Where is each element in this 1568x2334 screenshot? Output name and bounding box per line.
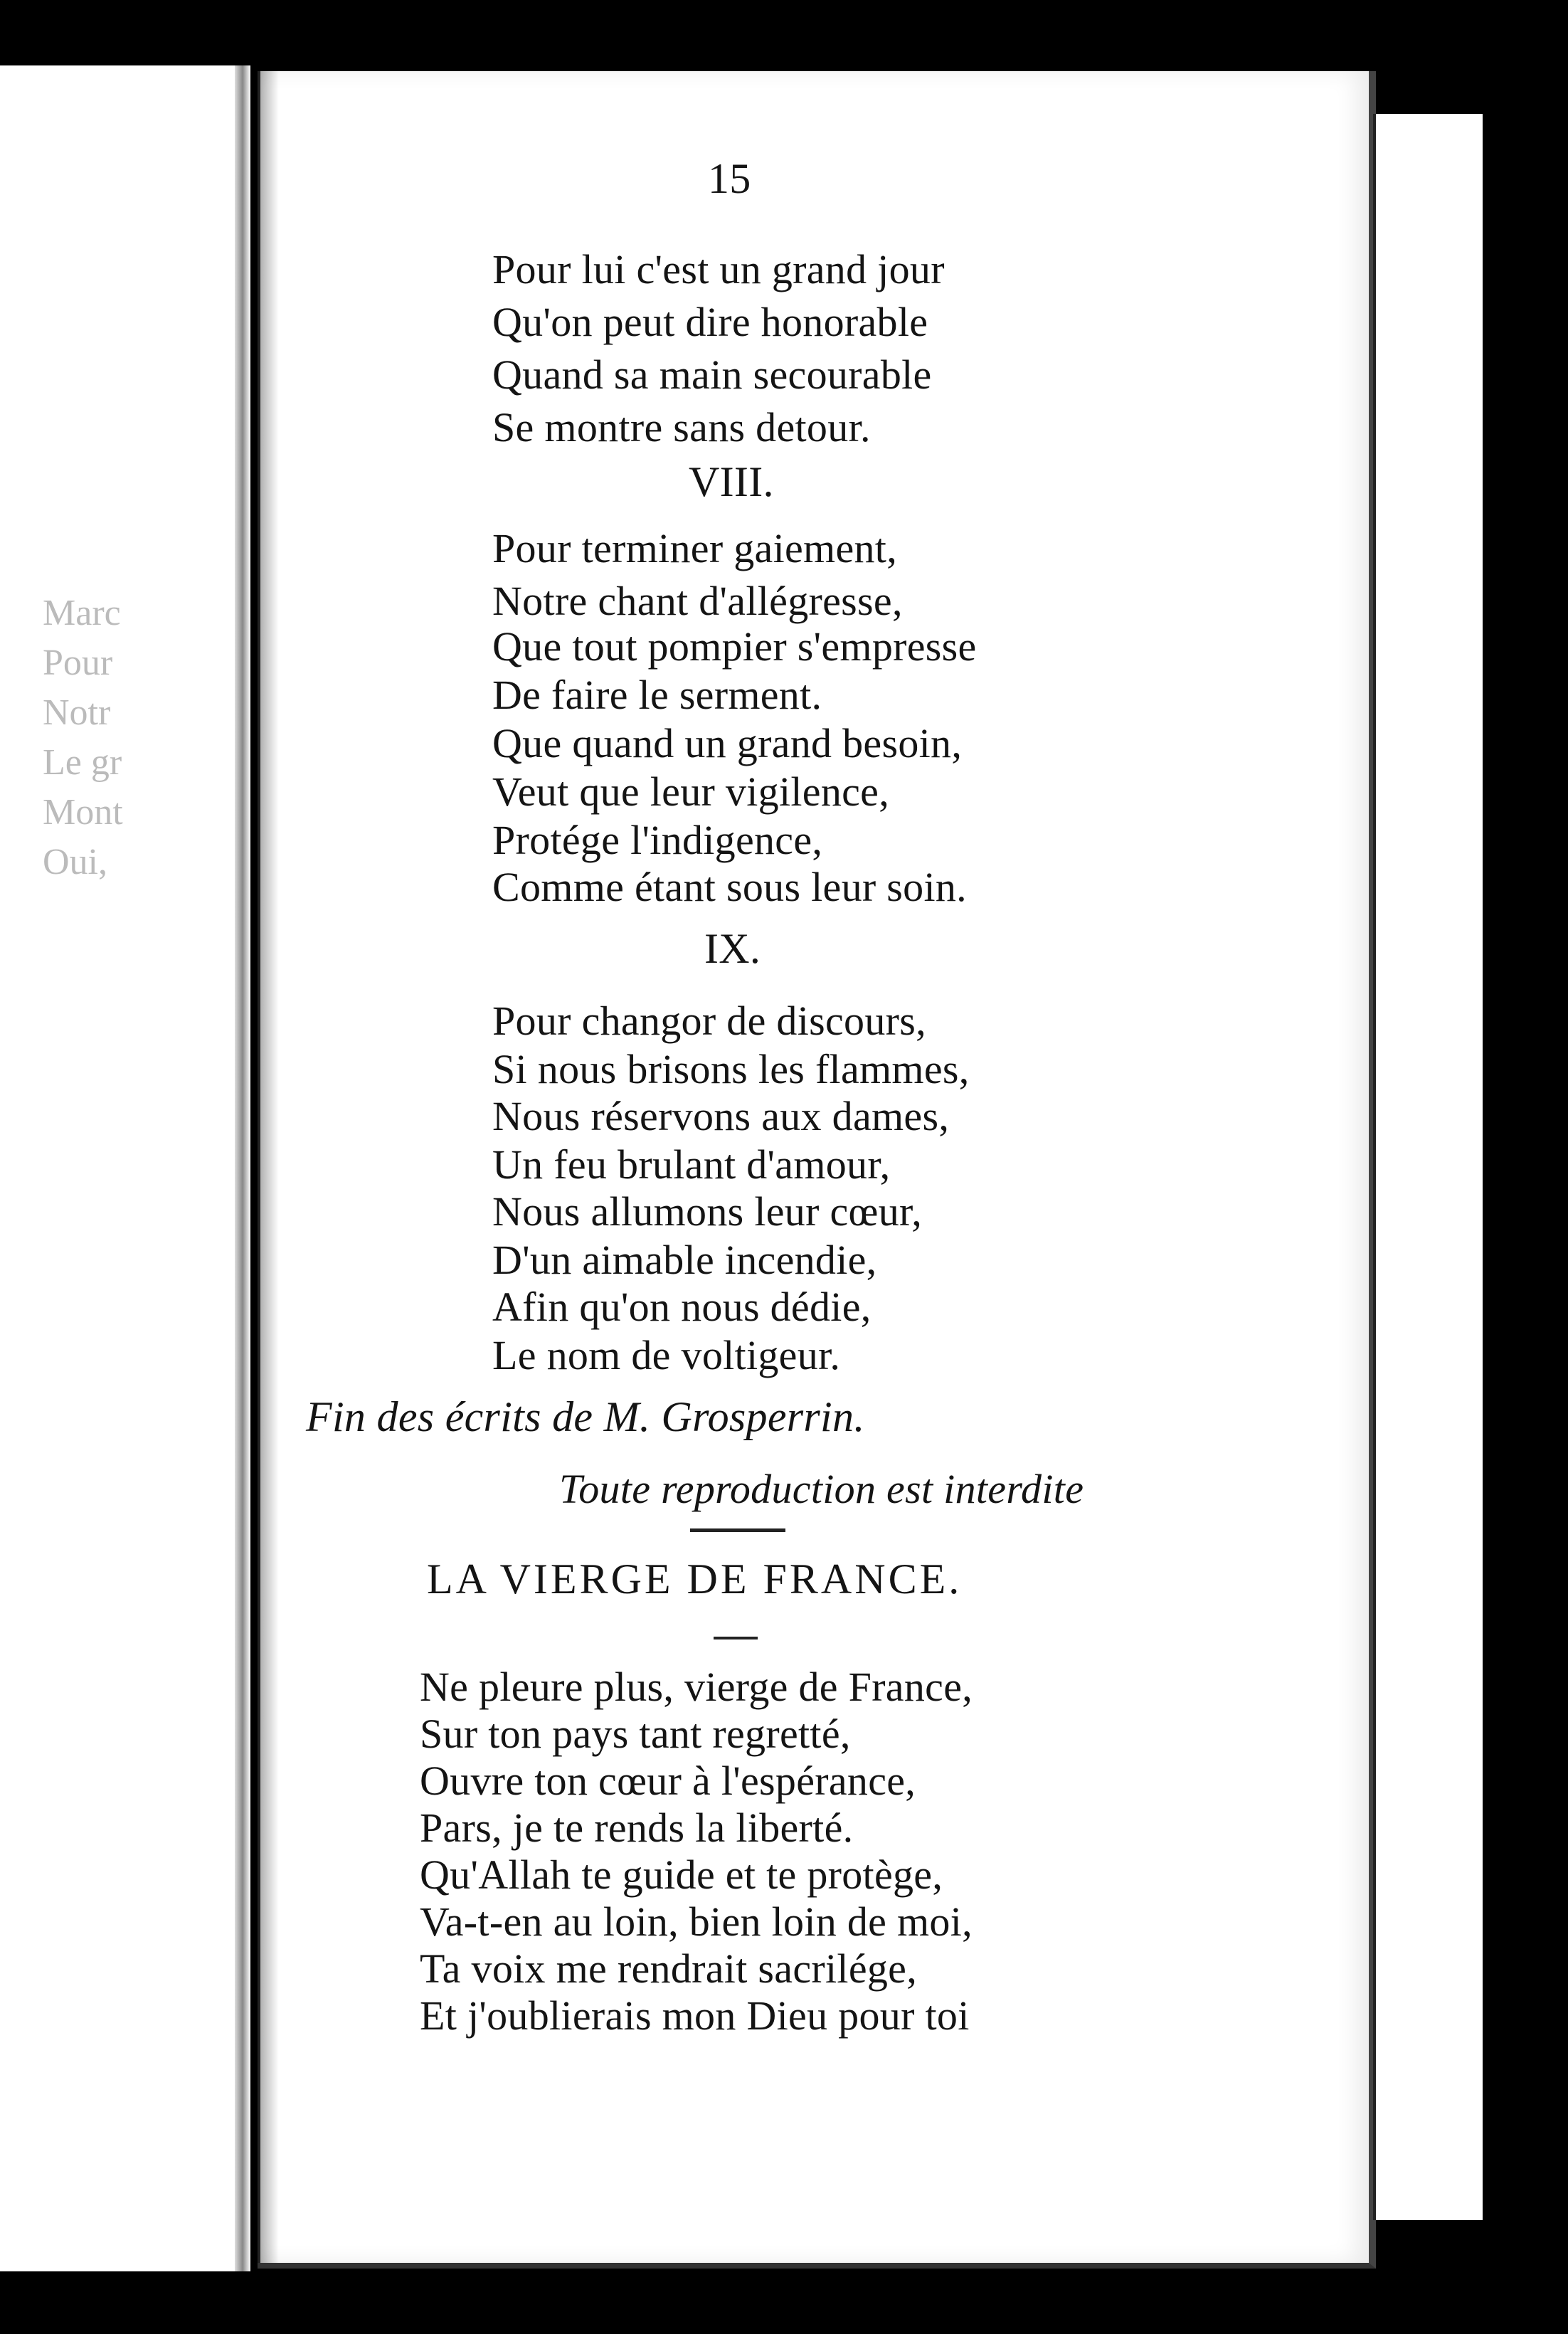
verse-line: Si nous brisons les flammes, (492, 1046, 970, 1092)
book-gutter (235, 65, 250, 2271)
verse-line: Le nom de voltigeur. (492, 1332, 841, 1378)
bleed-through-text: Mont (43, 792, 123, 833)
verse-line: Pars, je te rends la liberté. (420, 1805, 854, 1851)
copyright-note: Toute reproduction est interdite (559, 1466, 1084, 1512)
end-note: Fin des écrits de M. Grosperrin. (306, 1393, 865, 1440)
verse-line: Nous réservons aux dames, (492, 1093, 950, 1139)
bleed-through-text: Le gr (43, 742, 122, 783)
bleed-through-text: Oui, (43, 842, 107, 882)
left-page-fragment (0, 65, 246, 2271)
verse-line: Que quand un grand besoin, (492, 720, 963, 766)
verse-line: Ne pleure plus, vierge de France, (420, 1664, 973, 1710)
verse-line: De faire le serment. (492, 672, 822, 718)
verse-line: Que tout pompier s'empresse (492, 623, 977, 670)
stanza-numeral: IX. (704, 925, 761, 972)
stanza-numeral: VIII. (689, 458, 774, 505)
song-title: LA VIERGE DE FRANCE. (427, 1556, 963, 1602)
verse-line: Comme étant sous leur soin. (492, 864, 967, 910)
right-page-edge (1373, 114, 1483, 2220)
verse-line: Un feu brulant d'amour, (492, 1141, 891, 1188)
verse-line: D'un aimable incendie, (492, 1237, 877, 1283)
verse-line: Qu'Allah te guide et te protège, (420, 1852, 943, 1898)
verse-line: Ta voix me rendrait sacrilége, (420, 1945, 918, 1992)
separator-rule (690, 1528, 785, 1532)
bleed-through-text: Notr (43, 692, 111, 733)
bleed-through-text: Marc (43, 593, 121, 633)
verse-line: Pour terminer gaiement, (492, 525, 898, 571)
verse-line: Notre chant d'allégresse, (492, 578, 903, 624)
bleed-through-text: Pour (43, 643, 113, 683)
verse-line: Pour lui c'est un grand jour (492, 246, 945, 292)
page-fold-shadow (258, 71, 279, 2263)
verse-line: Se montre sans detour. (492, 404, 871, 450)
verse-line: Pour changor de discours, (492, 998, 926, 1044)
verse-line: Afin qu'on nous dédie, (492, 1284, 872, 1330)
verse-line: Sur ton pays tant regretté, (420, 1711, 851, 1757)
verse-line: Ouvre ton cœur à l'espérance, (420, 1758, 916, 1804)
verse-line: Veut que leur vigilence, (492, 769, 890, 815)
verse-line: Protége l'indigence, (492, 817, 823, 863)
verse-line: Qu'on peut dire honorable (492, 299, 928, 345)
verse-line: Va-t-en au loin, bien loin de moi, (420, 1899, 973, 1945)
verse-line: Quand sa main secourable (492, 352, 932, 398)
verse-line: Et j'oublierais mon Dieu pour toi (420, 1992, 970, 2039)
verse-line: Nous allumons leur cœur, (492, 1188, 923, 1235)
title-underline (714, 1637, 758, 1639)
page-number: 15 (708, 155, 751, 202)
